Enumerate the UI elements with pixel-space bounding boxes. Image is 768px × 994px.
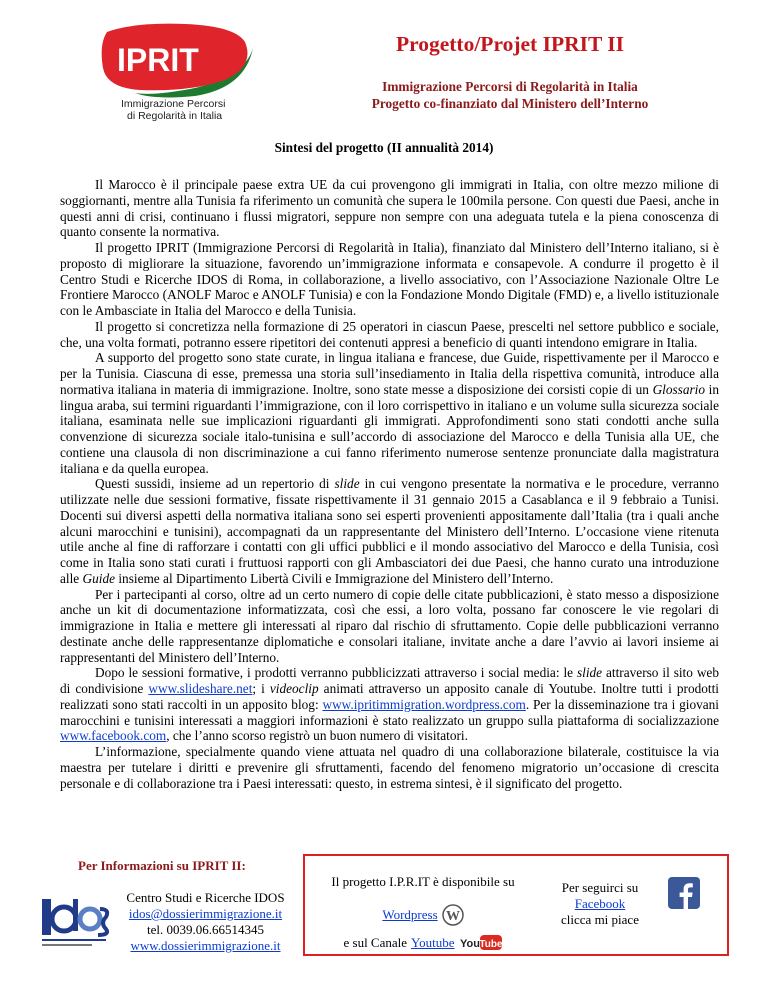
facebook-link[interactable]: Facebook <box>574 896 626 911</box>
logo-text: IPRIT <box>117 42 199 78</box>
info-title: Per Informazioni su IPRIT II: <box>78 858 246 873</box>
page-subtitle <box>300 78 720 112</box>
iprit-availability <box>313 874 533 952</box>
idos-logo <box>40 895 110 953</box>
facebook-follow <box>545 880 655 928</box>
slide-term: slide <box>334 476 360 492</box>
svg-text:You: You <box>459 938 480 950</box>
paragraph-6: Per i partecipanti al corso, oltre ad un certo numero di copie delle citate pubblicazioni, è stato messo a disposizione anche un kit di documentazione informatizzata, così che essi, a loro volta, possano far conoscere le vie regolari di immigrazione in Italia e mettere gli interessati al riparo dal rischio di sfruttamento. Copie delle pubblicazioni verranno destinate anche delle rappresentanze diplomatiche e consolari italiane, invitate anche a dare l’avvio ai lavori insieme ai rappresentanti del Ministero dell’Interno. <box>60 586 719 665</box>
svg-text:W: W <box>445 909 460 924</box>
paragraph-2: Il progetto IPRIT (Immigrazione Percorsi di Regolarità in Italia), finanziato dal Ministero dell’Interno italiano, si è proposto di migliorare la situazione, favorendo un’immigrazione informata e consapevole. A condurre il progetto è il Centro Studi e Ricerche IDOS di Roma, in collaborazione, a livello associativo, con l’Associazione Nazionale Oltre Le Frontiere Marocco (ANOLF Maroc e ANOLF Tunisia) e con la Fondazione Mondo Digitale (FMD) e, a livello istituzionale con le Ambasciate in Italia del Marocco e della Tunisia. <box>60 240 719 318</box>
glossario-term: Glossario <box>652 381 706 397</box>
youtube-icon[interactable] <box>459 934 503 952</box>
subtitle-line1: Immigrazione Percorsi di Regolarità in Italia <box>382 79 638 94</box>
wordpress-link[interactable]: Wordpress <box>382 907 438 922</box>
logo-sub-line1: Immigrazione Percorsi <box>121 98 226 110</box>
idos-contact <box>113 890 298 954</box>
idos-logo-graphic <box>40 895 110 953</box>
svg-text:Tube: Tube <box>478 939 503 950</box>
slideshare-link[interactable]: www.slideshare.net <box>148 681 253 696</box>
fb-line1: Per seguirci su <box>561 880 639 895</box>
paragraph-5: Questi sussidi, insieme ad un repertorio di slide in cui vengono presentate la normativa e le procedure, verranno utilizzate nelle due sessioni formative, fissate rispettivamente il 31 gennaio 2015 a Casablanca e il 9 febbraio a Tunisi. Docenti sui diversi aspetti della normativa italiana sono sei esperti provenienti appositamente dall’Italia (tra i quali anche alcuni marocchini e tunisini), accompagnati da un rappresentante del Ministero dell’Interno. L’occasione viene ritenuta utile anche al fine di rafforzare i contatti con gli uffici pubblici e il mondo associativo del Marocco e della Tunisia, così come in Italia sono stati curati i fruttuosi rapporti con gli Ambasciatori dei due Paesi, che hanno curato una introduzione alle Guide insieme al Dipartimento Libertà Civili e Immigrazione del Ministero dell’Interno. <box>60 476 719 586</box>
paragraph-1: Il Marocco è il principale paese extra UE da cui provengono gli immigrati in Italia, con oltre mezzo milione di soggiornanti, mentre alla Tunisia fa riferimento un comunità che supera le 100mila persone. Con questi due Paesi, anche in questi anni di crisi, continuano i flussi migratori, seppure non sempre con una adeguata tutela e la piena conoscenza di quanto consente la normativa. <box>60 177 719 240</box>
iprit-logo <box>95 18 260 130</box>
idos-website-link[interactable]: www.dossierimmigrazione.it <box>130 938 281 953</box>
youtube-link[interactable]: Youtube <box>411 935 455 950</box>
logo-sub-line2: di Regolarità in Italia <box>127 110 223 122</box>
guide-term: Guide <box>82 570 116 586</box>
fb-line3: clicca mi piace <box>561 912 639 927</box>
paragraph-8: L’informazione, specialmente quando viene attuata nel quadro di una collaborazione bilaterale, costituisce la via maestra per tutelare i diritti e prevenire gli sfruttamenti, facendo del fenomeno migratorio un’occasione di crescita personale e di collaborazione tra i Paesi interessati: questo, in estrema sintesi, è il significato del progetto. <box>60 744 719 791</box>
idos-name: Centro Studi e Ricerche IDOS <box>126 890 285 905</box>
youtube-prefix: e sul Canale <box>343 935 408 950</box>
subtitle-line2: Progetto co-finanziato dal Ministero dell’Interno <box>371 96 649 111</box>
logo-subtitle <box>121 98 225 122</box>
paragraph-3: Il progetto si concretizza nella formazione di 25 operatori in ciascun Paese, prescelti nel settore pubblico e sociale, che, una volta formati, potranno essere ripetitori dei contenuti appresi a beneficio di quanti intendono emigrare in Italia. <box>60 318 719 350</box>
facebook-site-link[interactable]: www.facebook.com <box>60 728 167 744</box>
wordpress-icon[interactable] <box>442 904 464 926</box>
wordpress-blog-link[interactable]: www.ipritimmigration.wordpress.com <box>322 696 526 712</box>
iprit-available-text: Il progetto I.P.R.IT è disponibile su <box>331 874 515 889</box>
paragraph-4: A supporto del progetto sono state curate, in lingua italiana e francese, due Guide, rispettivamente per il Marocco e per la Tunisia. Ciascuna di esse, premessa una storia sull’insediamento in Italia della rispettiva comunità, introduce alla normativa italiana in materia di immigrazione. Inoltre, sono state messe a disposizione dei corsisti copie di un Glossario in lingua araba, sui termini riguardanti l’immigrazione, con il loro corrispettivo in italiano e un volume sulla sicurezza sociale italiana, esaminata nelle sue implicazioni riguardanti gli immigrati. Approfondimenti sono stati condotti anche sulla convenzione di sicurezza sociale italo-tunisina e sull’accordo di associazione del Marocco e della Tunisia alla UE, che contiene una clausola di non discriminazione a cui fanno riferimento numerose sentenze pronunciate dalla magistratura italiana e da quella europea. <box>60 350 719 476</box>
idos-email-link[interactable]: idos@dossierimmigrazione.it <box>128 906 283 921</box>
page-title: Progetto/Projet IPRIT II <box>395 32 625 56</box>
idos-tel: tel. 0039.06.66514345 <box>147 922 264 937</box>
section-heading: Sintesi del progetto (II annualità 2014) <box>274 140 494 155</box>
facebook-icon[interactable] <box>668 877 700 909</box>
body-text <box>60 177 719 791</box>
paragraph-7: Dopo le sessioni formative, i prodotti verranno pubblicizzati attraverso i social media: le slide attraverso il sito web di condivisione www.slideshare.net; i videoclip animati attraverso un apposito canale di Youtube. Inoltre tutti i prodotti realizzati sono stati raccolti in un apposito blog: www.ipritimmigration.wordpress.com. Per la disseminazione tra i giovani marocchini e tunisini interessati a maggiori informazioni è stato realizzato un gruppo sulla piattaforma di socializzazione www.facebook.com, che l’anno scorso registrò un buon numero di visitatori. <box>60 665 719 744</box>
